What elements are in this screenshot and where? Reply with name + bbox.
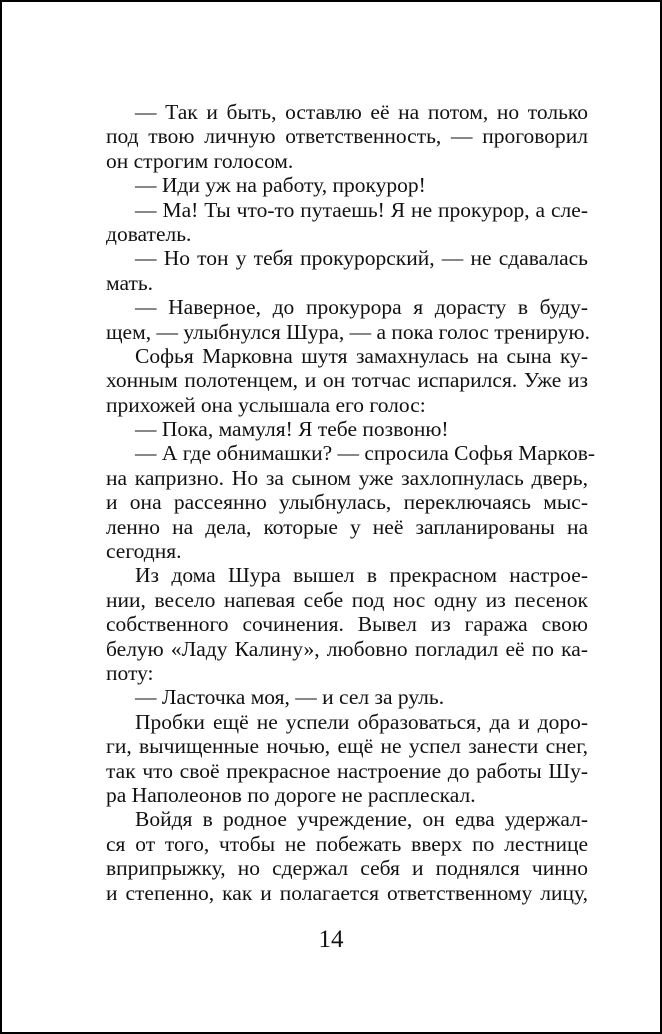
- page-number: 14: [318, 926, 344, 953]
- text-line: Софья Марковна шутя замахнулась на сына ку-: [135, 343, 588, 368]
- text-line: ся от того, чтобы не побежать вверх по лестнице: [106, 831, 588, 856]
- text-line: — Так и быть, оставлю её на потом, но только: [135, 100, 588, 124]
- text-line: — Пока, мамуля! Я тебе позвоню!: [135, 417, 449, 442]
- text-line: он строгим голосом.: [106, 148, 294, 173]
- text-line: мать.: [106, 270, 154, 295]
- text-line: поту:: [106, 660, 154, 685]
- text-line: ра Наполеонов по дороге не расплескал.: [106, 782, 476, 807]
- text-line: ленно на дела, которые у неё запланированы на: [106, 514, 588, 539]
- text-line: — Ма! Ты что-то путаешь! Я не прокурор, а сле-: [135, 197, 588, 222]
- text-line: прихожей она услышала его голос:: [106, 392, 426, 417]
- text-line: — Наверное, до прокурора я дорасту в буду-: [135, 295, 588, 320]
- text-line: и она рассеянно улыбнулась, переключаясь мыс-: [106, 490, 588, 515]
- text-line: дователь.: [106, 221, 192, 246]
- text-line: собственного сочинения. Вывел из гаража свою: [106, 612, 588, 637]
- text-line: белую «Ладу Калину», любовно погладил её по ка-: [106, 636, 588, 661]
- text-line: — А где обнимашки? — спросила Софья Марков-: [135, 441, 596, 466]
- text-line: вприпрыжку, но сдержал себя и поднялся чинно: [106, 856, 588, 881]
- text-line: ги, вычищенные ночью, ещё не успел занести снег,: [106, 734, 588, 759]
- text-line: — Но тон у тебя прокурорский, — не сдавалась: [135, 246, 588, 271]
- body-text: [106, 100, 596, 905]
- text-line: Из дома Шура вышел в прекрасном настрое-: [135, 563, 588, 588]
- text-line: нии, весело напевая себе под нос одну из песенок: [106, 587, 588, 612]
- text-line: — Иди уж на работу, прокурор!: [135, 173, 426, 198]
- text-line: сегодня.: [106, 539, 182, 564]
- text-line: так что своё прекрасное настроение до работы Шу-: [106, 758, 588, 783]
- text-line: Пробки ещё не успели образоваться, да и доро-: [135, 709, 588, 734]
- text-line: хонным полотенцем, и он тотчас испарился. Уже из: [106, 368, 588, 393]
- text-line: на капризно. Но за сыном уже захлопнулась дверь,: [106, 465, 588, 490]
- text-line: и степенно, как и полагается ответственному лицу,: [106, 880, 588, 905]
- text-line: под твою личную ответственность, — проговорил: [106, 124, 588, 149]
- text-line: Войдя в родное учреждение, он едва удержал-: [135, 807, 588, 832]
- text-line: щем, — улыбнулся Шура, — а пока голос тренирую.: [106, 319, 590, 344]
- text-line: — Ласточка моя, — и сел за руль.: [135, 685, 445, 710]
